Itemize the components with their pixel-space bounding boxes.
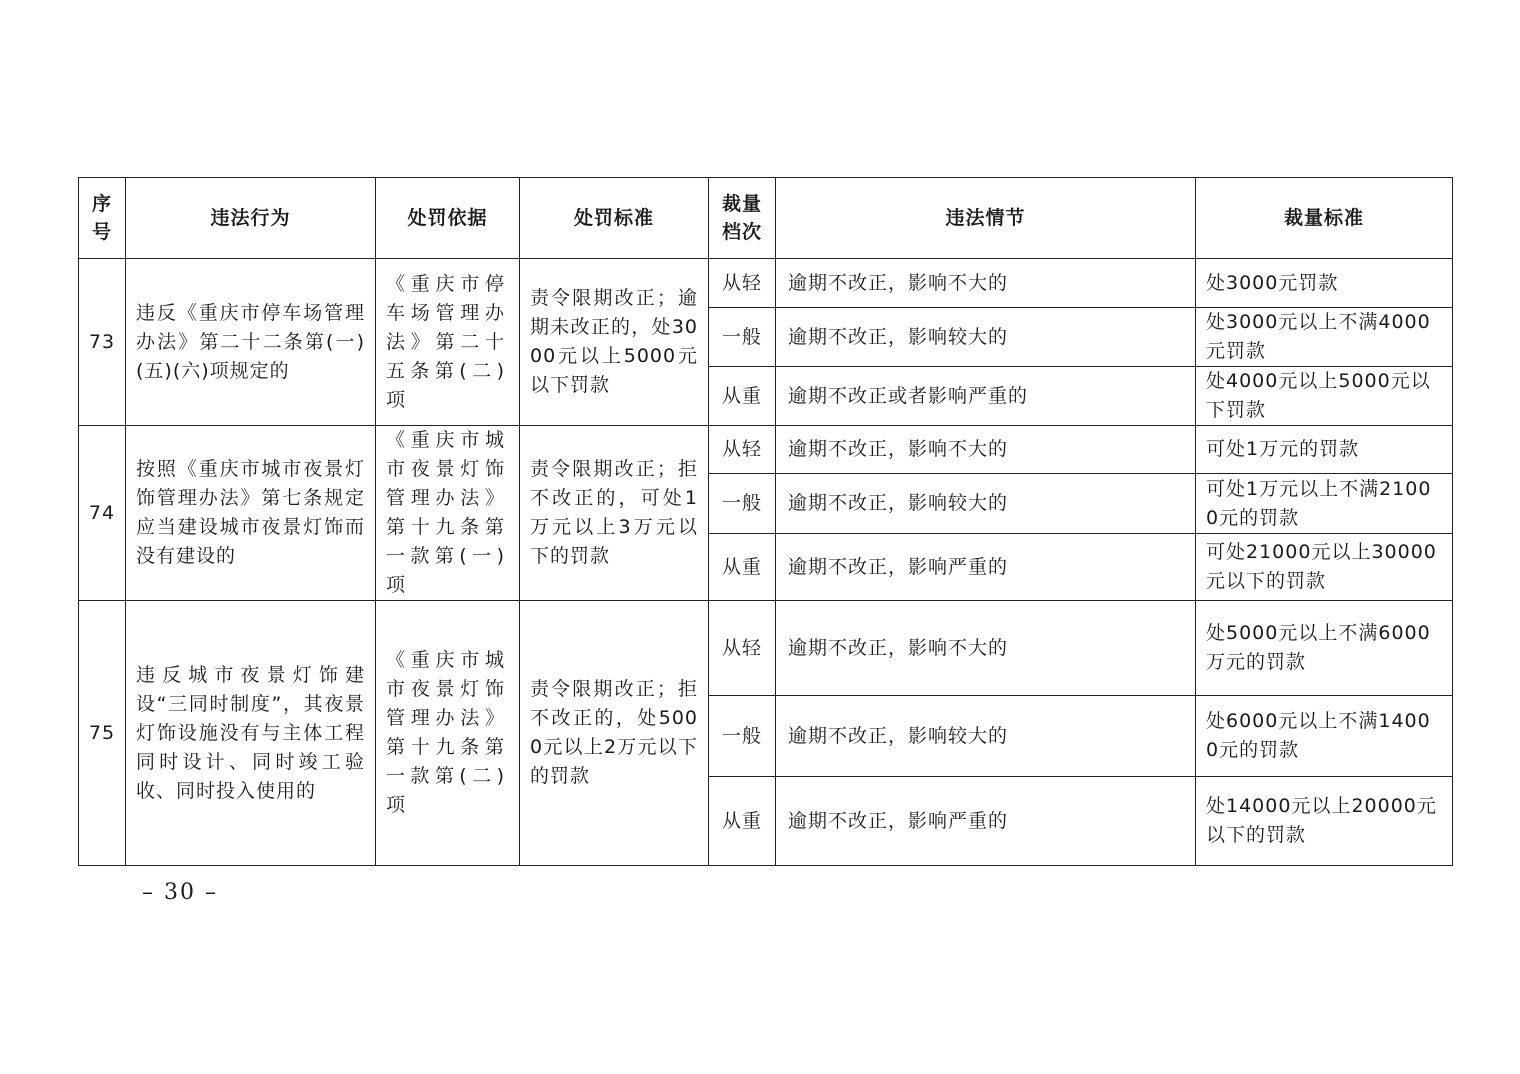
row-condition: 逾期不改正，影响不大的 (776, 259, 1196, 308)
header-level: 裁量档次 (709, 178, 776, 259)
row-criterion: 处4000元以上5000元以下罚款 (1196, 367, 1453, 426)
header-violation: 违法行为 (126, 178, 376, 259)
table-row (79, 601, 1453, 696)
row-level: 一般 (709, 474, 776, 534)
header-standard: 处罚标准 (520, 178, 709, 259)
header-seq: 序号 (79, 178, 126, 259)
row-criterion: 处3000元罚款 (1196, 259, 1453, 308)
row-criterion: 处14000元以上20000元以下的罚款 (1196, 777, 1453, 866)
row-condition: 逾期不改正，影响严重的 (776, 777, 1196, 866)
row-seq: 75 (79, 601, 126, 866)
row-seq: 73 (79, 259, 126, 426)
row-criterion: 处5000元以上不满6000万元的罚款 (1196, 601, 1453, 696)
penalty-table (78, 177, 1453, 866)
row-condition: 逾期不改正，影响严重的 (776, 534, 1196, 601)
row-basis: 《重庆市停车场管理办法》第二十五条第(二)项 (376, 259, 520, 426)
row-level: 从轻 (709, 601, 776, 696)
row-level: 一般 (709, 308, 776, 367)
row-condition: 逾期不改正，影响不大的 (776, 601, 1196, 696)
row-standard: 责令限期改正；逾期未改正的，处3000元以上5000元以下罚款 (520, 259, 709, 426)
table-row (79, 426, 1453, 474)
row-violation: 违反《重庆市停车场管理办法》第二十二条第(一)(五)(六)项规定的 (126, 259, 376, 426)
row-condition: 逾期不改正，影响较大的 (776, 308, 1196, 367)
row-level: 从轻 (709, 426, 776, 474)
page-number: – 30 – (142, 880, 218, 905)
table-header-row (79, 178, 1453, 259)
row-level: 从重 (709, 534, 776, 601)
row-violation: 违反城市夜景灯饰建设“三同时制度”，其夜景灯饰设施没有与主体工程同时设计、同时竣工验收、同时投入使用的 (126, 601, 376, 866)
row-condition: 逾期不改正，影响较大的 (776, 474, 1196, 534)
row-criterion: 可处21000元以上30000元以下的罚款 (1196, 534, 1453, 601)
row-criterion: 处6000元以上不满14000元的罚款 (1196, 696, 1453, 777)
row-violation: 按照《重庆市城市夜景灯饰管理办法》第七条规定应当建设城市夜景灯饰而没有建设的 (126, 426, 376, 601)
table-row (79, 259, 1453, 308)
row-level: 从重 (709, 777, 776, 866)
row-level: 从轻 (709, 259, 776, 308)
row-basis: 《重庆市城市夜景灯饰管理办法》第十九条第一款第(二)项 (376, 601, 520, 866)
row-condition: 逾期不改正，影响不大的 (776, 426, 1196, 474)
header-condition: 违法情节 (776, 178, 1196, 259)
header-criterion: 裁量标准 (1196, 178, 1453, 259)
row-condition: 逾期不改正或者影响严重的 (776, 367, 1196, 426)
row-level: 从重 (709, 367, 776, 426)
header-basis: 处罚依据 (376, 178, 520, 259)
row-criterion: 处3000元以上不满4000元罚款 (1196, 308, 1453, 367)
row-criterion: 可处1万元的罚款 (1196, 426, 1453, 474)
row-level: 一般 (709, 696, 776, 777)
row-standard: 责令限期改正；拒不改正的，处5000元以上2万元以下的罚款 (520, 601, 709, 866)
row-seq: 74 (79, 426, 126, 601)
row-basis: 《重庆市城市夜景灯饰管理办法》第十九条第一款第(一)项 (376, 426, 520, 601)
row-condition: 逾期不改正，影响较大的 (776, 696, 1196, 777)
row-criterion: 可处1万元以上不满21000元的罚款 (1196, 474, 1453, 534)
row-standard: 责令限期改正；拒不改正的，可处1万元以上3万元以下的罚款 (520, 426, 709, 601)
